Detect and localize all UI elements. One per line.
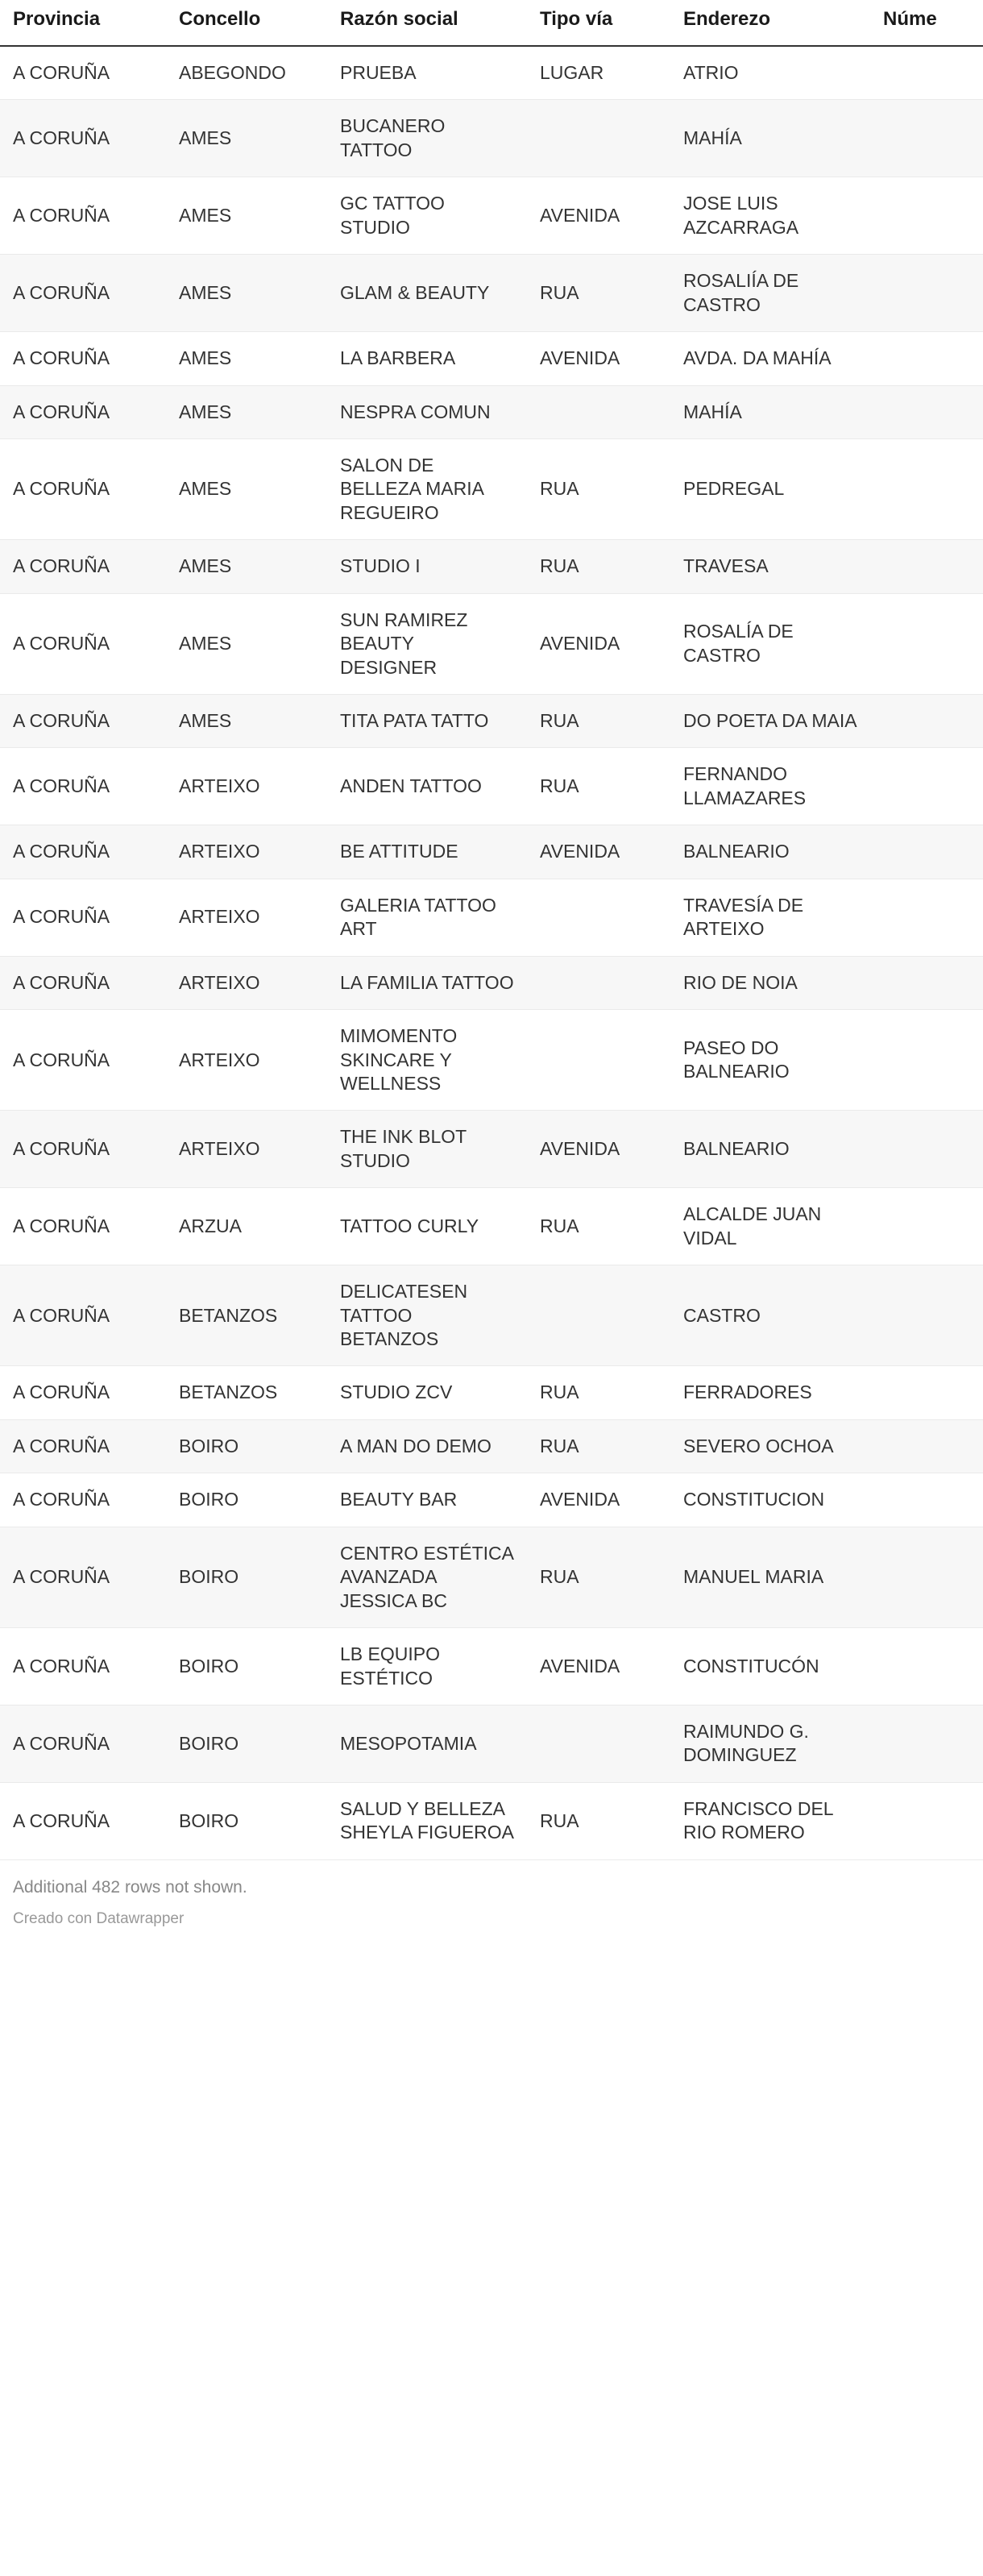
cell-numero [870, 748, 983, 825]
table-row [0, 1527, 983, 1627]
cell-tipo_via: RUA [527, 1188, 670, 1265]
cell-provincia: A CORUÑA [0, 1010, 166, 1111]
cell-tipo_via: AVENIDA [527, 1473, 670, 1527]
cell-provincia: A CORUÑA [0, 1419, 166, 1473]
cell-provincia: A CORUÑA [0, 879, 166, 956]
cell-enderezo: MAHÍA [670, 100, 870, 177]
cell-tipo_via [527, 385, 670, 438]
cell-razon_social: GLAM & BEAUTY [327, 255, 527, 332]
cell-numero [870, 1527, 983, 1627]
cell-concello: BOIRO [166, 1628, 327, 1706]
cell-enderezo: MANUEL MARIA [670, 1527, 870, 1627]
cell-provincia: A CORUÑA [0, 956, 166, 1009]
cell-numero [870, 438, 983, 539]
cell-concello: BOIRO [166, 1473, 327, 1527]
table-row [0, 1111, 983, 1188]
cell-concello: BOIRO [166, 1527, 327, 1627]
cell-provincia: A CORUÑA [0, 46, 166, 100]
cell-concello: ARTEIXO [166, 825, 327, 879]
table-row [0, 177, 983, 255]
table-row [0, 1010, 983, 1111]
cell-concello: ABEGONDO [166, 46, 327, 100]
cell-concello: AMES [166, 255, 327, 332]
cell-razon_social: PRUEBA [327, 46, 527, 100]
table-row [0, 100, 983, 177]
cell-provincia: A CORUÑA [0, 540, 166, 593]
cell-provincia: A CORUÑA [0, 825, 166, 879]
cell-razon_social: A MAN DO DEMO [327, 1419, 527, 1473]
cell-enderezo: BALNEARIO [670, 1111, 870, 1188]
cell-concello: AMES [166, 100, 327, 177]
cell-numero [870, 1010, 983, 1111]
cell-enderezo: DO POETA DA MAIA [670, 695, 870, 748]
cell-tipo_via: AVENIDA [527, 1111, 670, 1188]
cell-concello: ARTEIXO [166, 879, 327, 956]
table-row [0, 46, 983, 100]
cell-provincia: A CORUÑA [0, 385, 166, 438]
cell-razon_social: MESOPOTAMIA [327, 1705, 527, 1782]
cell-concello: ARZUA [166, 1188, 327, 1265]
cell-razon_social: STUDIO ZCV [327, 1366, 527, 1419]
cell-numero [870, 956, 983, 1009]
cell-numero [870, 1782, 983, 1859]
table-row [0, 748, 983, 825]
cell-numero [870, 695, 983, 748]
cell-razon_social: TITA PATA TATTO [327, 695, 527, 748]
cell-provincia: A CORUÑA [0, 1265, 166, 1366]
cell-razon_social: BEAUTY BAR [327, 1473, 527, 1527]
cell-enderezo: CONSTITUCÓN [670, 1628, 870, 1706]
cell-razon_social: LA FAMILIA TATTOO [327, 956, 527, 1009]
cell-razon_social: BE ATTITUDE [327, 825, 527, 879]
cell-provincia: A CORUÑA [0, 1628, 166, 1706]
table-row [0, 879, 983, 956]
cell-tipo_via: RUA [527, 695, 670, 748]
cell-tipo_via [527, 956, 670, 1009]
table-body [0, 46, 983, 1859]
cell-concello: ARTEIXO [166, 748, 327, 825]
table-row [0, 1782, 983, 1859]
cell-concello: AMES [166, 332, 327, 385]
additional-rows-note: Additional 482 rows not shown. [13, 1877, 247, 1897]
cell-provincia: A CORUÑA [0, 332, 166, 385]
cell-razon_social: TATTOO CURLY [327, 1188, 527, 1265]
cell-tipo_via: LUGAR [527, 46, 670, 100]
cell-tipo_via: AVENIDA [527, 332, 670, 385]
cell-tipo_via [527, 1705, 670, 1782]
cell-provincia: A CORUÑA [0, 1782, 166, 1859]
cell-concello: AMES [166, 385, 327, 438]
cell-provincia: A CORUÑA [0, 1473, 166, 1527]
cell-enderezo: SEVERO OCHOA [670, 1419, 870, 1473]
cell-concello: AMES [166, 438, 327, 539]
cell-razon_social: THE INK BLOT STUDIO [327, 1111, 527, 1188]
cell-razon_social: NESPRA COMUN [327, 385, 527, 438]
cell-tipo_via: RUA [527, 748, 670, 825]
datawrapper-credit[interactable]: Creado con Datawrapper [13, 1909, 185, 1927]
column-header-numero[interactable]: Núme [870, 0, 983, 46]
cell-tipo_via: RUA [527, 1366, 670, 1419]
cell-numero [870, 879, 983, 956]
cell-enderezo: FERNANDO LLAMAZARES [670, 748, 870, 825]
cell-concello: BETANZOS [166, 1265, 327, 1366]
table-row [0, 956, 983, 1009]
cell-numero [870, 1366, 983, 1419]
cell-numero [870, 385, 983, 438]
cell-numero [870, 1473, 983, 1527]
cell-razon_social: SALUD Y BELLEZA SHEYLA FIGUEROA [327, 1782, 527, 1859]
cell-enderezo: MAHÍA [670, 385, 870, 438]
cell-numero [870, 593, 983, 694]
cell-razon_social: LA BARBERA [327, 332, 527, 385]
cell-enderezo: JOSE LUIS AZCARRAGA [670, 177, 870, 255]
cell-tipo_via: AVENIDA [527, 1628, 670, 1706]
cell-concello: BOIRO [166, 1782, 327, 1859]
cell-concello: AMES [166, 540, 327, 593]
cell-concello: BOIRO [166, 1419, 327, 1473]
cell-provincia: A CORUÑA [0, 748, 166, 825]
cell-numero [870, 332, 983, 385]
column-header-razon-social[interactable]: Razón social [327, 0, 527, 46]
table-row [0, 593, 983, 694]
cell-tipo_via [527, 879, 670, 956]
cell-numero [870, 100, 983, 177]
cell-enderezo: ATRIO [670, 46, 870, 100]
cell-concello: ARTEIXO [166, 1010, 327, 1111]
table-row [0, 332, 983, 385]
cell-razon_social: STUDIO I [327, 540, 527, 593]
table-header-row [0, 0, 983, 46]
table-row [0, 438, 983, 539]
table-row [0, 255, 983, 332]
cell-concello: AMES [166, 593, 327, 694]
table-row [0, 540, 983, 593]
table-row [0, 1188, 983, 1265]
cell-enderezo: ALCALDE JUAN VIDAL [670, 1188, 870, 1265]
cell-numero [870, 1705, 983, 1782]
cell-razon_social: DELICATESEN TATTOO BETANZOS [327, 1265, 527, 1366]
cell-enderezo: BALNEARIO [670, 825, 870, 879]
column-header-enderezo[interactable]: Enderezo [670, 0, 870, 46]
cell-numero [870, 255, 983, 332]
cell-provincia: A CORUÑA [0, 1111, 166, 1188]
table-row [0, 385, 983, 438]
cell-tipo_via: RUA [527, 540, 670, 593]
cell-provincia: A CORUÑA [0, 695, 166, 748]
table-row [0, 1366, 983, 1419]
column-header-provincia[interactable]: Provincia [0, 0, 166, 46]
cell-numero [870, 1188, 983, 1265]
cell-razon_social: LB EQUIPO ESTÉTICO [327, 1628, 527, 1706]
cell-razon_social: GALERIA TATTOO ART [327, 879, 527, 956]
cell-enderezo: PEDREGAL [670, 438, 870, 539]
cell-razon_social: SUN RAMIREZ BEAUTY DESIGNER [327, 593, 527, 694]
cell-enderezo: ROSALIÍA DE CASTRO [670, 255, 870, 332]
cell-tipo_via [527, 100, 670, 177]
cell-enderezo: AVDA. DA MAHÍA [670, 332, 870, 385]
cell-tipo_via: RUA [527, 255, 670, 332]
cell-provincia: A CORUÑA [0, 1366, 166, 1419]
cell-enderezo: PASEO DO BALNEARIO [670, 1010, 870, 1111]
cell-enderezo: TRAVESÍA DE ARTEIXO [670, 879, 870, 956]
cell-provincia: A CORUÑA [0, 1527, 166, 1627]
cell-tipo_via: AVENIDA [527, 825, 670, 879]
cell-razon_social: CENTRO ESTÉTICA AVANZADA JESSICA BC [327, 1527, 527, 1627]
cell-enderezo: CASTRO [670, 1265, 870, 1366]
cell-tipo_via: AVENIDA [527, 593, 670, 694]
cell-numero [870, 1628, 983, 1706]
column-header-concello[interactable]: Concello [166, 0, 327, 46]
cell-razon_social: BUCANERO TATTOO [327, 100, 527, 177]
table-header [0, 0, 983, 46]
cell-razon_social: MIMOMENTO SKINCARE Y WELLNESS [327, 1010, 527, 1111]
cell-razon_social: ANDEN TATTOO [327, 748, 527, 825]
cell-numero [870, 177, 983, 255]
table-row [0, 1705, 983, 1782]
cell-tipo_via [527, 1010, 670, 1111]
cell-numero [870, 1419, 983, 1473]
cell-numero [870, 825, 983, 879]
cell-numero [870, 540, 983, 593]
cell-concello: AMES [166, 695, 327, 748]
cell-provincia: A CORUÑA [0, 593, 166, 694]
cell-concello: ARTEIXO [166, 956, 327, 1009]
cell-numero [870, 1265, 983, 1366]
cell-provincia: A CORUÑA [0, 177, 166, 255]
cell-enderezo: TRAVESA [670, 540, 870, 593]
table-row [0, 695, 983, 748]
cell-tipo_via: RUA [527, 1419, 670, 1473]
cell-tipo_via: RUA [527, 438, 670, 539]
cell-provincia: A CORUÑA [0, 1705, 166, 1782]
cell-concello: AMES [166, 177, 327, 255]
cell-concello: BETANZOS [166, 1366, 327, 1419]
table-row [0, 1419, 983, 1473]
cell-enderezo: CONSTITUCION [670, 1473, 870, 1527]
cell-numero [870, 1111, 983, 1188]
cell-enderezo: RAIMUNDO G. DOMINGUEZ [670, 1705, 870, 1782]
table-row [0, 825, 983, 879]
cell-enderezo: FERRADORES [670, 1366, 870, 1419]
cell-tipo_via: AVENIDA [527, 177, 670, 255]
cell-numero [870, 46, 983, 100]
cell-enderezo: FRANCISCO DEL RIO ROMERO [670, 1782, 870, 1859]
table-row [0, 1628, 983, 1706]
cell-provincia: A CORUÑA [0, 438, 166, 539]
cell-enderezo: RIO DE NOIA [670, 956, 870, 1009]
cell-razon_social: GC TATTOO STUDIO [327, 177, 527, 255]
cell-provincia: A CORUÑA [0, 255, 166, 332]
cell-tipo_via [527, 1265, 670, 1366]
cell-tipo_via: RUA [527, 1527, 670, 1627]
table-row [0, 1473, 983, 1527]
cell-provincia: A CORUÑA [0, 1188, 166, 1265]
cell-enderezo: ROSALÍA DE CASTRO [670, 593, 870, 694]
cell-concello: BOIRO [166, 1705, 327, 1782]
cell-concello: ARTEIXO [166, 1111, 327, 1188]
table-row [0, 1265, 983, 1366]
cell-provincia: A CORUÑA [0, 100, 166, 177]
column-header-tipo-via[interactable]: Tipo vía [527, 0, 670, 46]
cell-razon_social: SALON DE BELLEZA MARIA REGUEIRO [327, 438, 527, 539]
cell-tipo_via: RUA [527, 1782, 670, 1859]
